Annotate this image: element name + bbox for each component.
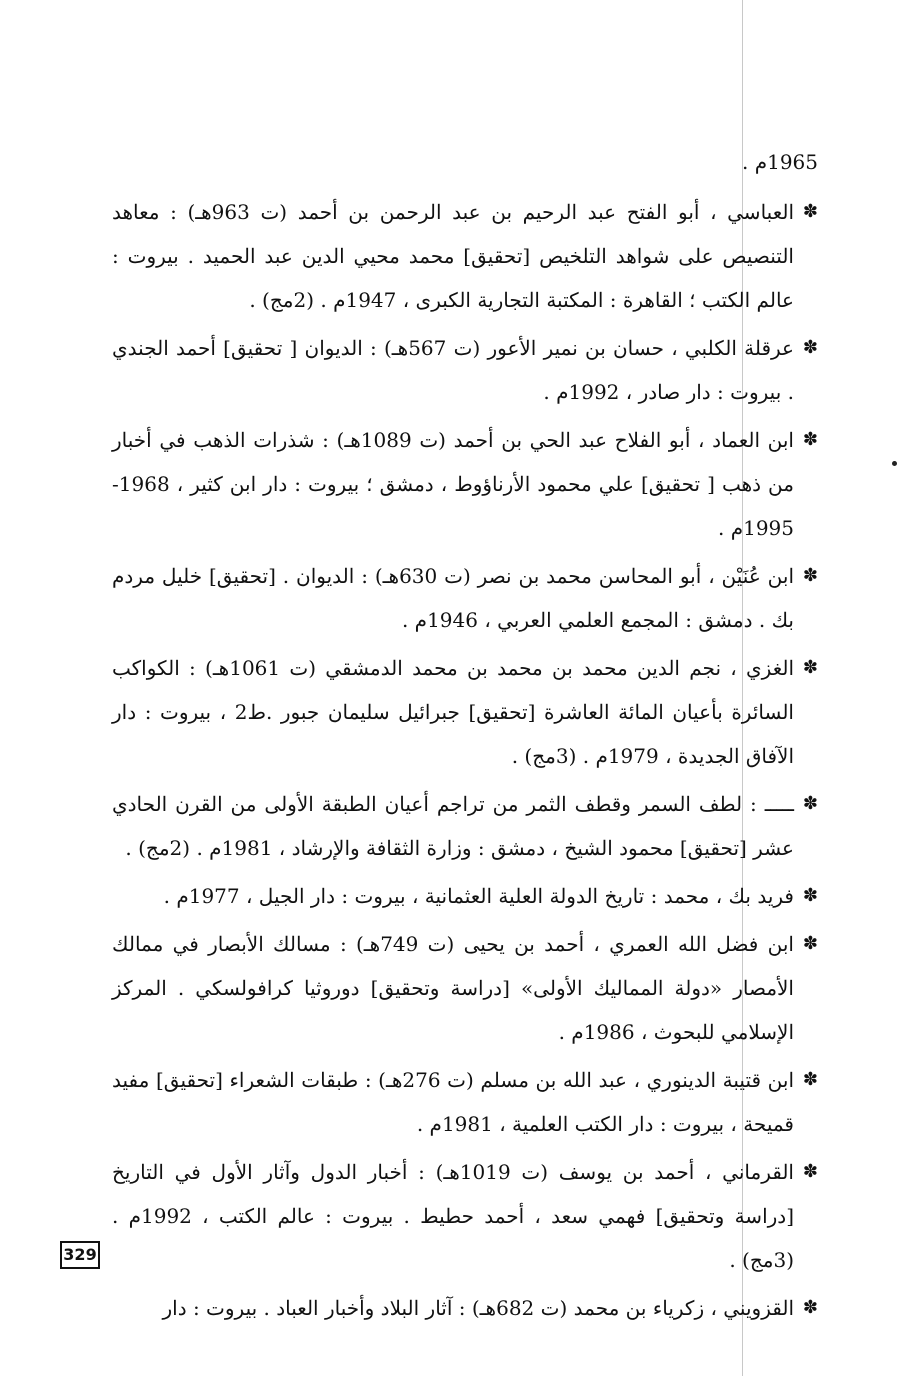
- page-number: 329: [60, 1241, 100, 1269]
- entry-text: ابن قتيبة الدينوري ، عبد الله بن مسلم (ت 276هـ) : طبقات الشعراء [تحقيق] مفيد قميحة ، بيروت : دار الكتب العلمية ، 1981م .: [112, 1068, 794, 1136]
- asterisk-bullet-icon: ✽: [802, 1161, 818, 1182]
- entry-text: فريد بك ، محمد : تاريخ الدولة العلية العثمانية ، بيروت : دار الجيل ، 1977م .: [163, 884, 794, 908]
- asterisk-bullet-icon: ✽: [802, 429, 818, 450]
- bibliography-entry: [112, 418, 818, 550]
- bibliography-entry: [112, 554, 818, 642]
- bibliography-entry: [112, 190, 818, 322]
- entry-text: العباسي ، أبو الفتح عبد الرحيم بن عبد الرحمن بن أحمد (ت 963هـ) : معاهد التنصيص على شواهد التلخيص [تحقيق] محمد محيي الدين عبد الحميد . بيروت : عالم الكتب ؛ القاهرة : المكتبة التجارية الكبرى ، 1947م . (2مج) .: [112, 200, 794, 312]
- entry-text: القرماني ، أحمد بن يوسف (ت 1019هـ) : أخبار الدول وآثار الأول في التاريخ [دراسة وتحقيق] فهمي سعد ، أحمد حطيط . بيروت : عالم الكتب ، 1992م . (3مج) .: [112, 1160, 794, 1272]
- asterisk-bullet-icon: ✽: [802, 1069, 818, 1090]
- entry-text: القزويني ، زكرياء بن محمد (ت 682هـ) : آثار البلاد وأخبار العباد . بيروت : دار: [162, 1296, 794, 1320]
- entry-text: عرقلة الكلبي ، حسان بن نمير الأعور (ت 567هـ) : الديوان [ تحقيق] أحمد الجندي . بيروت : دار صادر ، 1992م .: [112, 336, 794, 404]
- entry-text: الغزي ، نجم الدين محمد بن محمد بن محمد الدمشقي (ت 1061هـ) : الكواكب السائرة بأعيان المائة العاشرة [تحقيق] جبرائيل سليمان جبور .ط2 ، بيروت : دار الآفاق الجديدة ، 1979م . (3مج) .: [112, 656, 795, 768]
- scan-speck: [892, 461, 897, 466]
- entry-text: ـــــ : لطف السمر وقطف الثمر من تراجم أعيان الطبقة الأولى من القرن الحادي عشر [تحقيق] محمود الشيخ ، دمشق : وزارة الثقافة والإرشاد ، 1981م . (2مج) .: [112, 792, 794, 860]
- asterisk-bullet-icon: ✽: [802, 793, 818, 814]
- asterisk-bullet-icon: ✽: [802, 565, 818, 586]
- bibliography-entry: [112, 326, 818, 414]
- bibliography-list: [112, 140, 818, 1330]
- bibliography-entry: [112, 922, 818, 1054]
- bibliography-entry: [112, 1150, 818, 1282]
- asterisk-bullet-icon: ✽: [802, 885, 818, 906]
- asterisk-bullet-icon: ✽: [802, 337, 818, 358]
- asterisk-bullet-icon: ✽: [802, 1297, 818, 1318]
- bibliography-entry: [112, 1058, 818, 1146]
- continuation-line: 1965م .: [741, 150, 818, 174]
- asterisk-bullet-icon: ✽: [802, 657, 818, 678]
- asterisk-bullet-icon: ✽: [802, 933, 818, 954]
- entry-text: ابن العماد ، أبو الفلاح عبد الحي بن أحمد (ت 1089هـ) : شذرات الذهب في أخبار من ذهب [ تحقيق] علي محمود الأرناؤوط ، دمشق ؛ بيروت : دار ابن كثير ، 1968- 1995م .: [112, 428, 794, 540]
- entry-text: ابن فضل الله العمري ، أحمد بن يحيى (ت 749هـ) : مسالك الأبصار في ممالك الأمصار «دولة المماليك الأولى» [دراسة وتحقيق] دوروثيا كرافولسكي . المركز الإسلامي للبحوث ، 1986م .: [112, 932, 794, 1044]
- bibliography-entry: [112, 874, 818, 918]
- bibliography-entry: [112, 782, 818, 870]
- bibliography-entry: [112, 1286, 818, 1330]
- entry-text: ابن عُنَيْن ، أبو المحاسن محمد بن نصر (ت 630هـ) : الديوان . [تحقيق] خليل مردم بك . دمشق : المجمع العلمي العربي ، 1946م .: [112, 564, 795, 632]
- asterisk-bullet-icon: ✽: [802, 201, 818, 222]
- bibliography-entry: [112, 646, 818, 778]
